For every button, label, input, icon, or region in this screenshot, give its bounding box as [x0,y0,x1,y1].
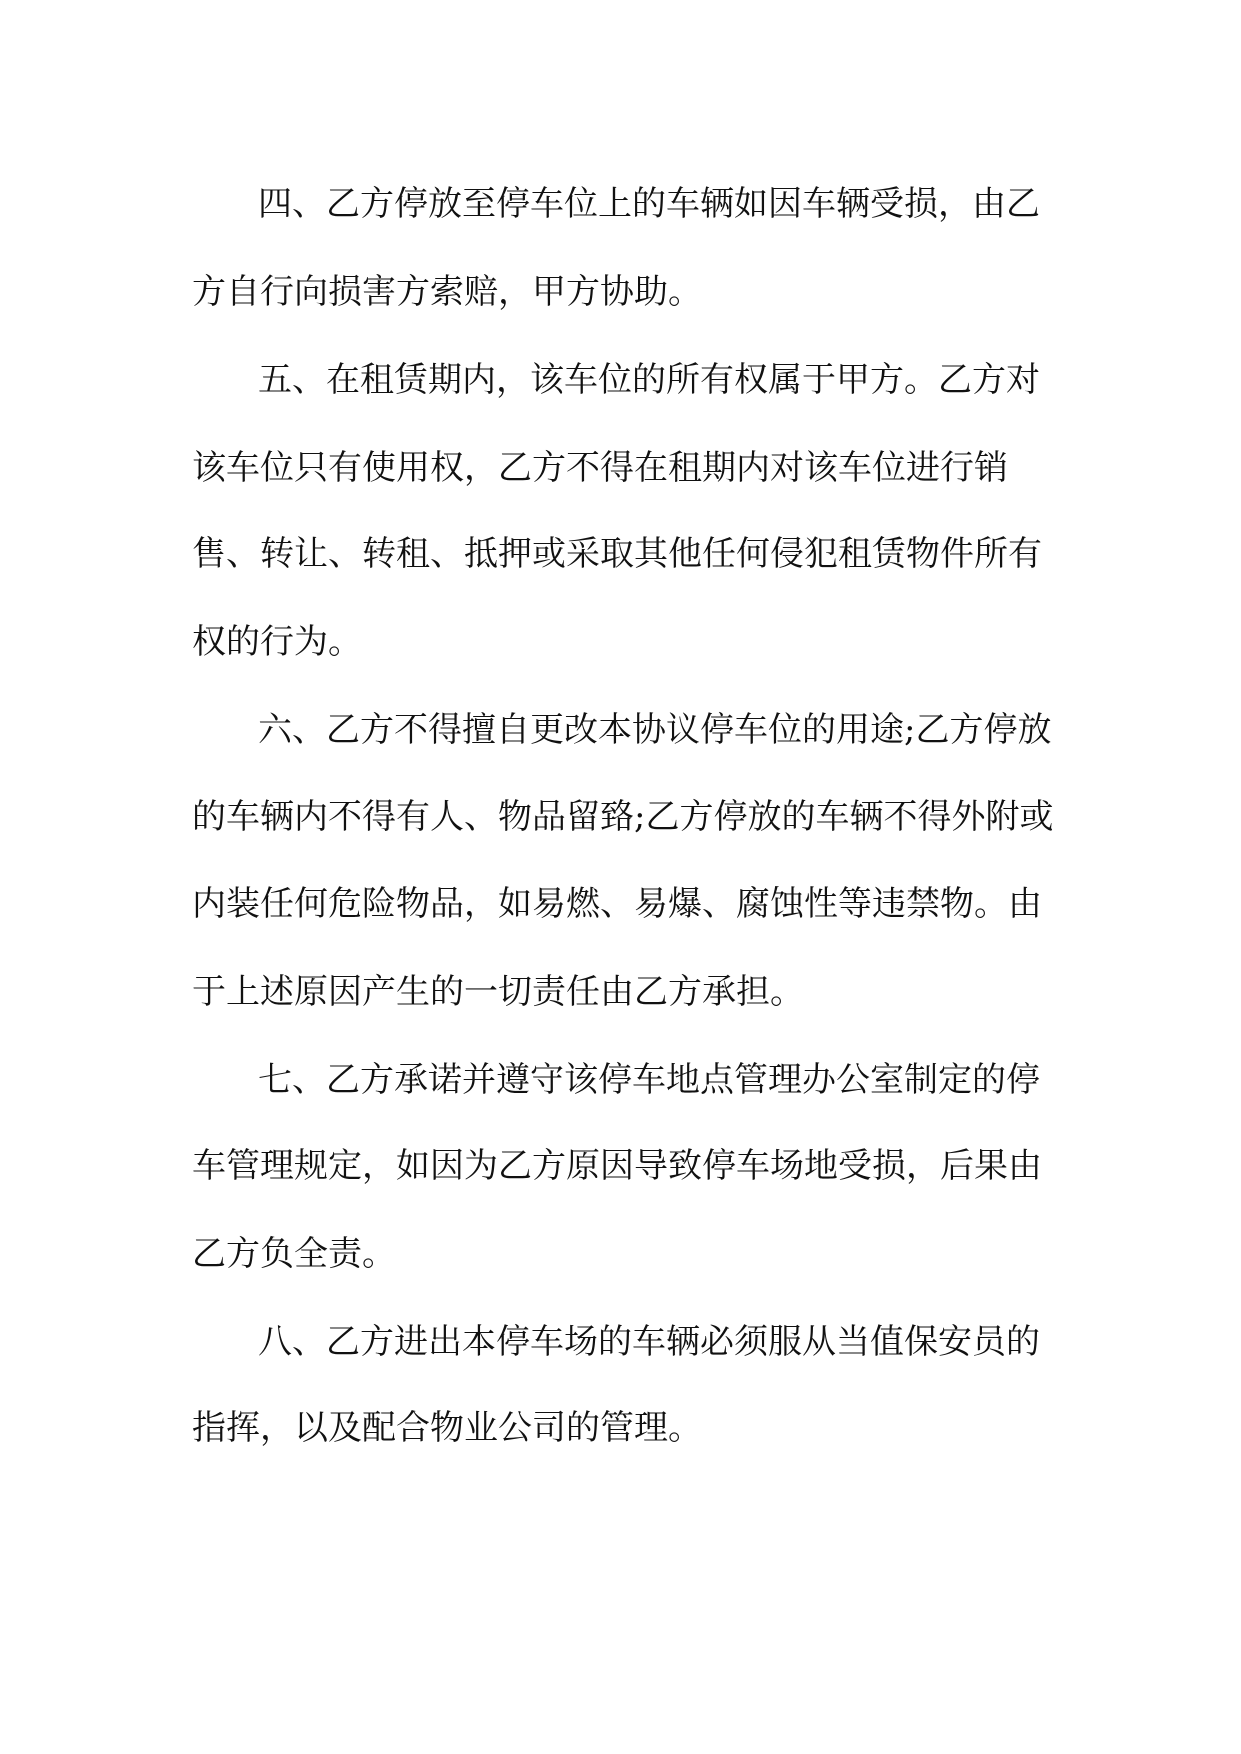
clause-5-line-1: 五、在租赁期内，该车位的所有权属于甲方。乙方对 [258,360,1040,400]
clause-7-line-2: 车管理规定，如因为乙方原因导致停车场地受损，后果由 [192,1146,1042,1186]
clause-6-line-2: 的车辆内不得有人、物品留臵;乙方停放的车辆不得外附或 [192,797,1054,837]
clause-5-line-2: 该车位只有使用权，乙方不得在租期内对该车位进行销 [192,448,1008,488]
clause-7-line-1: 七、乙方承诺并遵守该停车地点管理办公室制定的停 [258,1060,1040,1100]
clause-7-line-3: 乙方负全责。 [192,1234,396,1274]
clause-5-line-3: 售、转让、转租、抵押或采取其他任何侵犯租赁物件所有 [192,534,1042,574]
clause-6-line-3: 内装任何危险物品，如易燃、易爆、腐蚀性等违禁物。由 [192,884,1042,924]
clause-5-line-4: 权的行为。 [192,622,362,662]
clause-8-line-2: 指挥，以及配合物业公司的管理。 [192,1408,702,1448]
clause-4-line-2: 方自行向损害方索赔，甲方协助。 [192,272,702,312]
clause-6-line-1: 六、乙方不得擅自更改本协议停车位的用途;乙方停放 [258,710,1052,750]
clause-8-line-1: 八、乙方进出本停车场的车辆必须服从当值保安员的 [258,1322,1040,1362]
clause-6-line-4: 于上述原因产生的一切责任由乙方承担。 [192,972,804,1012]
clause-4-line-1: 四、乙方停放至停车位上的车辆如因车辆受损，由乙 [258,184,1040,224]
